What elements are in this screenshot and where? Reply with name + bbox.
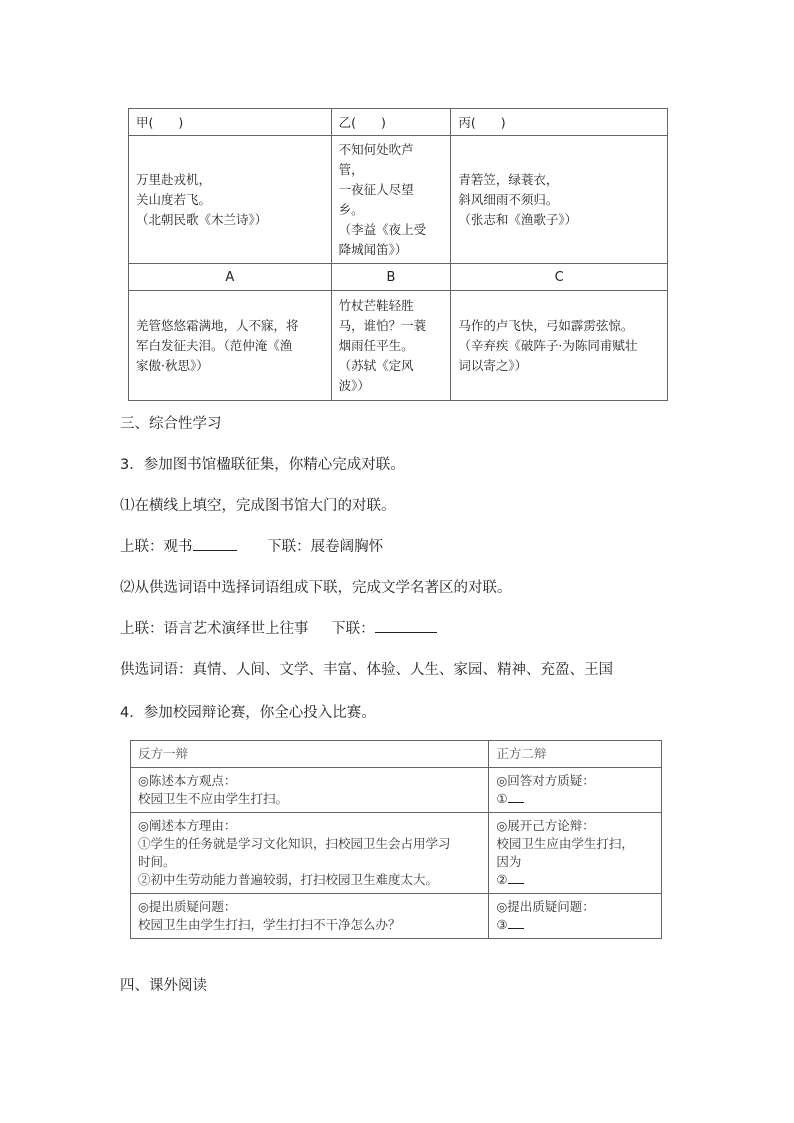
poem-table-row — [129, 136, 668, 264]
poem-cell — [331, 136, 451, 264]
debate-line: ◎提出质疑问题： — [496, 899, 595, 914]
answer-marker: ③ — [496, 917, 508, 932]
lower-couplet-1: 下联：展卷阔胸怀 — [267, 539, 384, 555]
poem-line: 家傲·秋思》） — [136, 357, 209, 373]
poem-line: 青箬笠，绿蓑衣， — [458, 171, 559, 187]
debate-answer-line — [496, 871, 654, 889]
header-cell: 乙( ) — [331, 109, 451, 136]
poem-table-header-row — [129, 109, 668, 136]
poem-line: （辛弃疾《破阵子·为陈同甫赋壮 — [458, 337, 638, 353]
poem-line: 马，谁怕？一蓑 — [338, 317, 427, 333]
answer-marker: ② — [496, 872, 508, 887]
debate-left-cell — [131, 813, 489, 894]
poem-line: 烟雨任平生。 — [338, 337, 414, 353]
debate-line: 校园卫生不应由学生打扫。 — [138, 791, 289, 806]
debate-table — [130, 740, 662, 939]
debate-row — [131, 813, 662, 894]
poem-table-letter-row — [129, 264, 668, 291]
option-letter: C — [451, 264, 668, 291]
section-title-4: 四、课外阅读 — [120, 978, 207, 994]
debate-left-cell — [131, 768, 489, 813]
poem-line: 降城闻笛》） — [338, 241, 408, 257]
poem-line: （北朝民歌《木兰诗》） — [136, 211, 268, 227]
poem-line: 关山度若飞。 — [136, 191, 212, 207]
couplet-2 — [120, 617, 437, 638]
poem-table-row — [129, 291, 668, 401]
answer-blank[interactable] — [193, 536, 237, 551]
debate-line: ◎回答对方质疑： — [496, 773, 595, 788]
debate-right-cell — [489, 768, 662, 813]
poem-line: （苏轼《定风 — [338, 357, 414, 373]
option-letter: A — [129, 264, 332, 291]
poem-line: 马作的卢飞快，弓如霹雳弦惊。 — [458, 317, 634, 333]
answer-blank[interactable] — [375, 618, 437, 633]
answer-blank[interactable] — [508, 916, 524, 929]
answer-blank[interactable] — [508, 790, 524, 803]
debate-answer-line — [496, 916, 654, 934]
header-cell: 丙( ) — [451, 109, 668, 136]
question-4: 4．参加校园辩论赛，你全心投入比赛。 — [120, 705, 376, 721]
debate-header-left: 反方一辩 — [131, 741, 489, 768]
question-3: 3．参加图书馆楹联征集，你精心完成对联。 — [120, 457, 405, 473]
poem-line: 波》） — [338, 377, 370, 393]
upper-couplet-1: 上联：观书 — [120, 539, 193, 555]
poem-line: 一夜征人尽望 — [338, 181, 414, 197]
debate-line: ◎陈述本方观点： — [138, 773, 237, 788]
debate-line: ①学生的任务就是学习文化知识，扫校园卫生会占用学习 — [138, 836, 451, 851]
option-letter: B — [331, 264, 451, 291]
poem-line: 万里赴戎机， — [136, 171, 212, 187]
upper-couplet-2: 上联：语言艺术演绎世上往事 — [120, 621, 309, 637]
poem-line: 乡。 — [338, 201, 364, 217]
debate-line: 校园卫生应由学生打扫， — [496, 836, 634, 851]
debate-right-cell — [489, 813, 662, 894]
answer-blank[interactable] — [508, 871, 524, 884]
poem-line: 军白发征夫泪。（范仲淹《渔 — [136, 337, 293, 353]
poem-line: 不知何处吹芦 — [338, 141, 414, 157]
poem-line: 竹杖芒鞋轻胜 — [338, 297, 414, 313]
lower-couplet-2: 下联： — [331, 621, 375, 637]
word-options: 供选词语：真情、人间、文学、丰富、体验、人生、家园、精神、充盈、王国 — [120, 662, 613, 678]
poem-cell — [129, 291, 332, 401]
poem-line: 斜风细雨不须归。 — [458, 191, 559, 207]
debate-row — [131, 894, 662, 939]
couplet-1 — [120, 535, 383, 556]
poem-line: 管， — [338, 161, 364, 177]
question-3-2: ⑵从供选词语中选择词语组成下联，完成文学名著区的对联。 — [120, 580, 512, 596]
debate-line: 校园卫生由学生打扫，学生打扫不干净怎么办？ — [138, 917, 401, 932]
poem-table — [128, 108, 668, 401]
header-cell: 甲( ) — [129, 109, 332, 136]
debate-left-cell — [131, 894, 489, 939]
poem-cell — [451, 136, 668, 264]
poem-cell — [331, 291, 451, 401]
debate-line: 时间。 — [138, 854, 176, 869]
debate-row — [131, 768, 662, 813]
poem-cell — [451, 291, 668, 401]
debate-answer-line — [496, 790, 654, 808]
debate-line: ②初中生劳动能力普遍较弱，打扫校园卫生难度太大。 — [138, 872, 439, 887]
debate-line: ◎阐述本方理由： — [138, 818, 237, 833]
poem-cell — [129, 136, 332, 264]
debate-right-cell — [489, 894, 662, 939]
debate-line: ◎展开己方论辩： — [496, 818, 595, 833]
answer-marker: ① — [496, 791, 508, 806]
debate-header-right: 正方二辩 — [489, 741, 662, 768]
section-title-3: 三、综合性学习 — [120, 416, 222, 432]
debate-header-row — [131, 741, 662, 768]
poem-line: （李益《夜上受 — [338, 221, 427, 237]
poem-line: 羌管悠悠霜满地，人不寐，将 — [136, 317, 299, 333]
debate-line: ◎提出质疑问题： — [138, 899, 237, 914]
poem-line: （张志和《渔歌子》） — [458, 211, 578, 227]
poem-line: 词以寄之》） — [458, 357, 528, 373]
debate-line: 因为 — [496, 854, 522, 869]
question-3-1: ⑴在横线上填空，完成图书馆大门的对联。 — [120, 498, 396, 514]
